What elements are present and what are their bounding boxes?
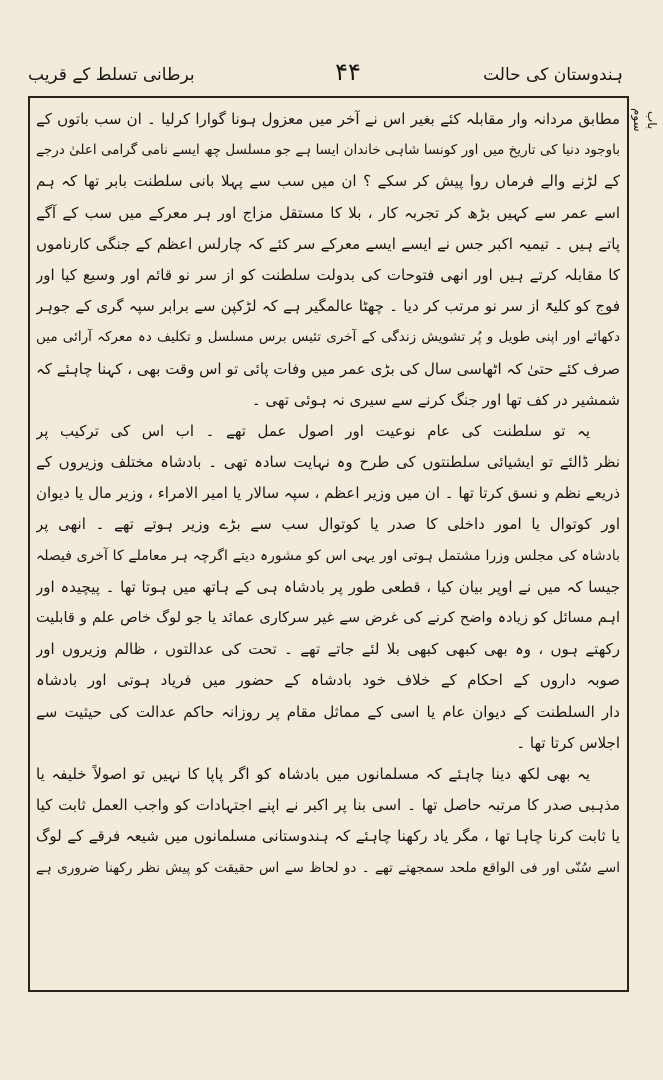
text-line: شمشیر در کف تھا اور جنگ کرنے سے سیری نہ ہوئی تھی ۔ (251, 390, 620, 409)
paragraph (36, 416, 620, 759)
text-line: ذریعے نظم و نسق کرتا تھا ۔ ان میں وزیر اعظم ، سپہ سالار یا امیر الامراء ، وزیر مال یا دیوان (36, 484, 620, 503)
text-line: پاتے ہیں ۔ تیمیہ اکبر جس نے ایسے ایسے معرکے سر کئے کہ چارلس اعظم کے جنگی کارناموں (36, 234, 620, 253)
page-header (28, 58, 633, 92)
text-line: صرف کئے حتیٰ کہ اٹھاسی سال کی بڑی عمر میں وفات پائی تو اس وقت بھی ، کہنا چاہئے کہ (36, 359, 620, 378)
paragraph (36, 104, 620, 416)
text-line: مذہبی صدر کا مرتبہ حاصل تھا ۔ اسی بنا پر اکبر نے اپنے اجتہادات کو واجب العمل ثابت کیا (36, 796, 620, 815)
running-title-left: برطانی تسلط کے قریب (28, 65, 195, 85)
text-line: کا مقابلہ کرتے ہیں اور انھی فتوحات کی بدولت سلطنت کو از سر نو قائم اور وسیع کیا اور (36, 265, 620, 284)
text-line: بادشاہ کی مجلس وزرا مشتمل ہوتی اور یہی اس کو مشورہ دیتے اگرچہ ہر معاملے کا آخری فیصلہ (36, 547, 620, 564)
text-line: کے لڑنے والے فرماں روا پیش کر سکے ؟ ان میں سب سے پہلا بانی سلطنت بابر تھا کہ ہم (36, 172, 620, 191)
running-title-right: ہندوستان کی حالت (483, 65, 623, 85)
text-line: اسے عمر سے کہیں بڑھ کر تجربہ کار ، بلا کا مستقل مزاج اور ہر معرکے میں سب کے آگے (36, 203, 620, 222)
text-line: دار السلطنت کے دیوان عام یا اسی کے مماثل مقام پر روزانہ حاکم عدالت کی حیثیت سے (36, 702, 620, 721)
chapter-side-note: باب سوم (631, 108, 659, 132)
text-line: اور کوتوال یا امور داخلی کا صدر یا کوتوال سب سے بڑے وزیر ہوتے تھے ۔ انھی پر (36, 515, 620, 534)
text-line: فوج کو کلیۃً از سر نو مرتب کر دیا ۔ چھٹا عالمگیر ہے کہ لڑکپن سے برابر سپہ گری کے جوہر (36, 297, 620, 316)
text-line: مطابق مردانہ وار مقابلہ کئے بغیر اس نے آخر میں معزول ہونا گوارا کرلیا ۔ ان سب باتوں کے (36, 110, 620, 128)
page-number: ۴۴ (335, 58, 361, 86)
text-line: جیسا کہ میں نے اوپر بیان کیا ، قطعی طور پر بادشاہ ہی کے ہاتھ میں ہوتا تھا ۔ پیچیدہ اور (36, 577, 620, 596)
text-line: اہم مسائل کو زیادہ واضح کرنے کی غرض سے غیر سرکاری عمائد یا جو لوگ خاص علم و قابلیت (36, 610, 620, 626)
text-line: باوجود دنیا کی تاریخ میں اور کونسا شاہی خاندان ایسا ہے جو مسلسل چھ ایسے نامی گرامی اعلیٰ درجے (36, 142, 620, 159)
text-line: یہ تو سلطنت کی عام نوعیت اور اصول عمل تھے ۔ اب اس کی ترکیب پر (36, 421, 590, 440)
text-line: صوبہ داروں کے احکام کے خلاف خود بادشاہ کے حضور میں فریاد ہوتی اور بادشاہ (36, 671, 620, 690)
text-line: اسے سُنّی اور فی الواقع ملحد سمجھتے تھے ۔ دو لحاظ سے اس حقیقت کو پیش نظر رکھنا ضروری ہے (36, 859, 620, 876)
text-line: اجلاس کرتا تھا ۔ (516, 733, 620, 752)
text-line: یہ بھی لکھ دینا چاہئے کہ مسلمانوں میں بادشاہ کو اگر پاپا کا نہیں تو اصولاً خلیفہ یا (36, 764, 590, 783)
text-line: یا ثابت کرنا چاہا تھا ، مگر یاد رکھنا چاہئے کہ ہندوستانی مسلمانوں میں شیعہ فرقے کے لوگ (36, 827, 620, 846)
text-line: رکھتے ہوں ، وہ بھی کبھی کبھی بلا لئے جاتے تھے ۔ تحت کی عدالتوں ، ظالم وزیروں اور (36, 640, 620, 659)
text-line: دکھائے اور اپنی طویل و پُر تشویش زندگی کے آخری تئیس برس مسلسل و تکلیف دہ معرکہ آرائی میں (36, 329, 620, 346)
text-line: نظر ڈالئے تو ایشیائی سلطنتوں کی طرح وہ نہایت سادہ تھی ۔ بادشاہ مختلف وزیروں کے (36, 453, 620, 472)
paragraph (36, 759, 620, 884)
body-text (36, 104, 620, 884)
